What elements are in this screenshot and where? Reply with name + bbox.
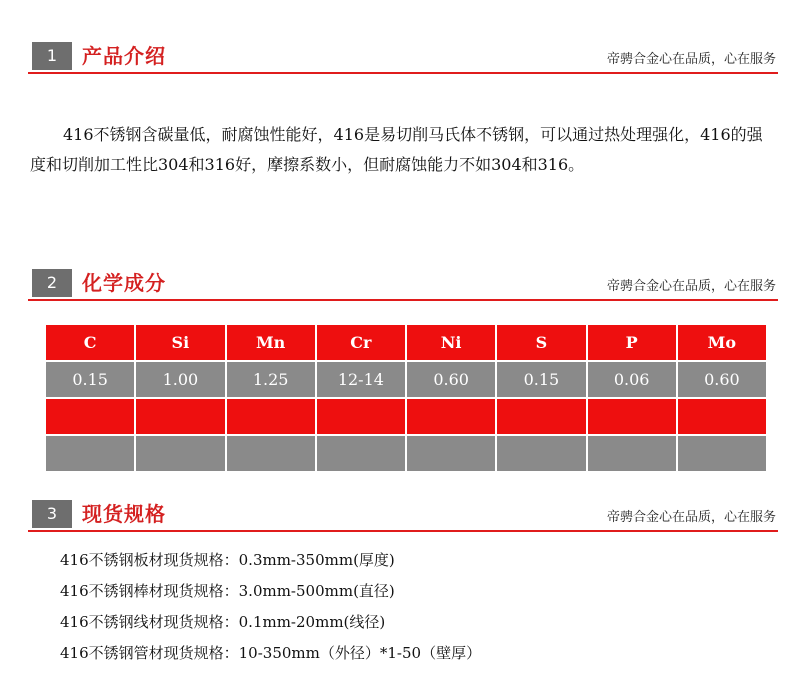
element-value: 0.15 — [497, 362, 585, 397]
section-slogan: 帝骋合金心在品质，心在服务 — [606, 52, 776, 67]
element-value: 0.60 — [678, 362, 766, 397]
section-number: 1 — [32, 42, 72, 70]
spec-item: 416不锈钢板材现货规格：0.3mm-350mm(厚度) — [60, 551, 395, 569]
composition-value-row — [46, 362, 766, 397]
element-header: Cr — [317, 325, 405, 360]
composition-empty-row — [46, 436, 766, 471]
empty-cell — [497, 399, 585, 434]
empty-cell — [497, 436, 585, 471]
element-value: 1.25 — [227, 362, 315, 397]
empty-cell — [46, 399, 134, 434]
element-value: 0.06 — [588, 362, 676, 397]
section-divider — [28, 530, 778, 532]
section-number: 3 — [32, 500, 72, 528]
composition-header-row — [46, 325, 766, 360]
element-header: Mo — [678, 325, 766, 360]
composition-empty-row — [46, 399, 766, 434]
empty-cell — [407, 399, 495, 434]
empty-cell — [588, 436, 676, 471]
section-header-specs — [28, 495, 778, 539]
composition-table — [46, 325, 766, 471]
element-header: Ni — [407, 325, 495, 360]
section-slogan: 帝骋合金心在品质，心在服务 — [606, 510, 776, 525]
empty-cell — [678, 399, 766, 434]
element-header: C — [46, 325, 134, 360]
section-header-composition — [28, 264, 778, 308]
empty-cell — [588, 399, 676, 434]
element-value: 0.15 — [46, 362, 134, 397]
empty-cell — [317, 436, 405, 471]
section-title: 现货规格 — [82, 502, 166, 526]
empty-cell — [46, 436, 134, 471]
element-header: Mn — [227, 325, 315, 360]
element-header: P — [588, 325, 676, 360]
element-value: 1.00 — [136, 362, 224, 397]
spec-list — [60, 545, 481, 669]
empty-cell — [136, 436, 224, 471]
spec-item: 416不锈钢棒材现货规格：3.0mm-500mm(直径) — [60, 582, 395, 600]
spec-item: 416不锈钢线材现货规格：0.1mm-20mm(线径) — [60, 613, 386, 631]
section-divider — [28, 299, 778, 301]
element-header: Si — [136, 325, 224, 360]
empty-cell — [407, 436, 495, 471]
section-title: 产品介绍 — [82, 44, 166, 68]
element-header: S — [497, 325, 585, 360]
empty-cell — [227, 399, 315, 434]
empty-cell — [317, 399, 405, 434]
section-header-intro — [28, 37, 778, 81]
spec-item: 416不锈钢管材现货规格：10-350mm（外径）*1-50（壁厚） — [60, 644, 482, 662]
section-title: 化学成分 — [82, 271, 166, 295]
empty-cell — [227, 436, 315, 471]
section-number: 2 — [32, 269, 72, 297]
element-value: 0.60 — [407, 362, 495, 397]
section-slogan: 帝骋合金心在品质，心在服务 — [606, 279, 776, 294]
empty-cell — [136, 399, 224, 434]
section-divider — [28, 72, 778, 74]
element-value: 12-14 — [317, 362, 405, 397]
product-intro-text: 416不锈钢含碳量低，耐腐蚀性能好，416是易切削马氏体不锈钢，可以通过热处理强化，416的强度和切削加工性比304和316好，摩擦系数小，但耐腐蚀能力不如304和316。 — [30, 125, 763, 174]
empty-cell — [678, 436, 766, 471]
